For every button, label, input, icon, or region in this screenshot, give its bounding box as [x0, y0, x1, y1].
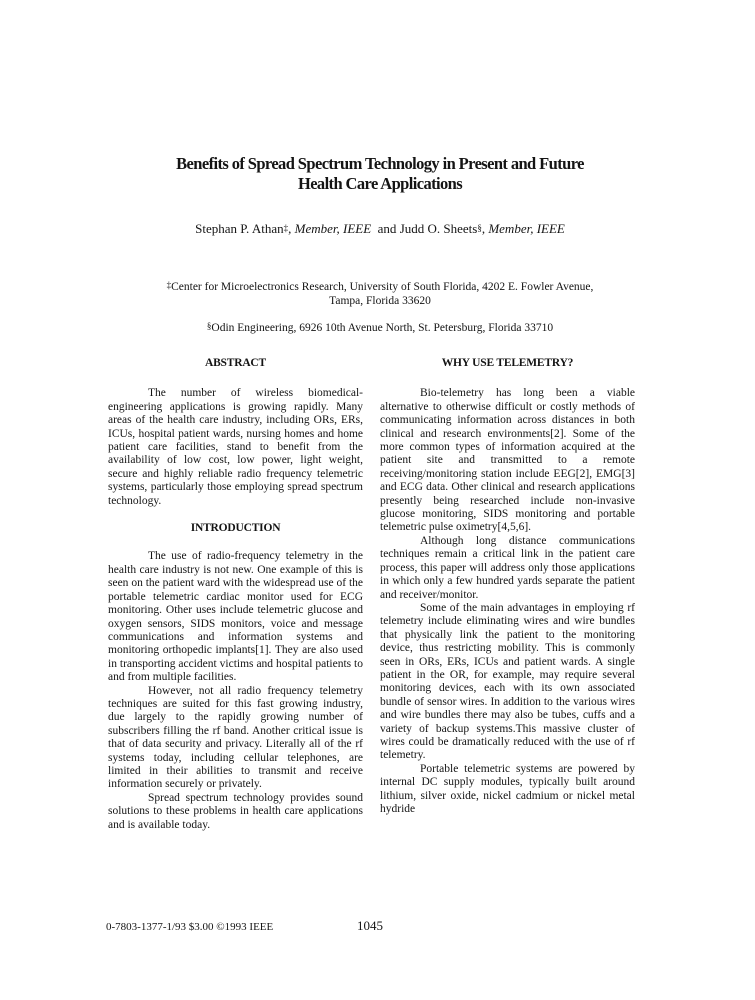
- affiliation-2-line: Odin Engineering, 6926 10th Avenue North, St. Petersburg, Florida 33710: [211, 322, 554, 334]
- author-conjunction: and: [377, 221, 397, 236]
- author-1-membership: Member, IEEE: [294, 221, 372, 236]
- affiliation-1-mark: ‡: [166, 280, 172, 290]
- affiliation-1-line-1: Center for Microelectronics Research, University of South Florida, 4202 E. Fowler Avenue,: [171, 281, 594, 293]
- affiliation-1: [110, 278, 650, 308]
- telemetry-paragraph-1: Bio-telemetry has long been a viable alternative to otherwise difficult or costly methods of communicating information across distances in both clinical and research environments[2]. Some of the more common types of information acquired at the patient site and transmitted to a remote receiving/monitoring station include EEG[2], EMG[3] and ECG data. Other clinical and research applications presently being researched include non-invasive glucose monitoring, SIDS monitoring and portable telemetric pulse oximetry[4,5,6].: [380, 387, 635, 534]
- abstract-heading: ABSTRACT: [204, 357, 267, 369]
- author-1-mark: ‡: [283, 223, 289, 233]
- telemetry-paragraph-4: Portable telemetric systems are powered by internal DC supply modules, typically built around lithium, silver oxide, nickel cadmium or nickel metal hydride: [380, 762, 635, 815]
- affiliation-2: [150, 319, 610, 335]
- author-2-mark: §: [477, 223, 482, 233]
- introduction-paragraph-1: The use of radio-frequency telemetry in the health care industry is not new. One example of this is seen on the patient ward with the widespread use of the portable telemetric cardiac monitor used for ECG monitoring. Other uses include telemetric glucose and oxygen sensors, SIDS monitors, voice and message communications and information systems and monitoring orthopedic implants[1]. They are also used in transporting accident victims and hospital patients to and from multiple facilities.: [108, 550, 363, 684]
- introduction-heading: INTRODUCTION: [190, 522, 281, 535]
- telemetry-paragraph-3: Some of the main advantages in employing rf telemetry include eliminating wires and wire bundles that physically link the patient to the monitoring device, thus restricting mobility. This is commonly seen in ORs, ERs, ICUs and patient wards. A single patient in the OR, for example, may require several monitoring devices, each with its own associated bundle of sensor wires. In addition to the various wires and wire bundles there may also be tubes, cuffs and a variety of backup systems.This massive cluster of wires could be dramatically reduced with the use of rf telemetry.: [380, 601, 635, 762]
- copyright-identifier: 0-7803-1377-1/93 $3.00 ©1993 IEEE: [106, 921, 274, 933]
- left-column: [108, 357, 363, 832]
- page-number: 1045: [357, 918, 383, 933]
- telemetry-paragraph-2: Although long distance communications techniques remain a critical link in the patient care process, this paper will address only those applications in which only a few hundred yards separate the patient and receiver/monitor.: [380, 534, 635, 601]
- author-2-membership: Member, IEEE: [488, 221, 565, 236]
- title-line-2: Health Care Applications: [297, 174, 463, 193]
- affiliation-1-line-2: Tampa, Florida 33620: [329, 295, 431, 307]
- author-1-name: Stephan P. Athan: [195, 221, 284, 236]
- paper-title: [90, 154, 670, 194]
- title-line-1: Benefits of Spread Spectrum Technology in Present and Future: [176, 154, 584, 173]
- why-telemetry-heading: WHY USE TELEMETRY?: [441, 357, 574, 369]
- author-2-name: Judd O. Sheets: [399, 221, 478, 236]
- introduction-paragraph-2: However, not all radio frequency telemetry techniques are suited for this fast growing industry, due largely to the rapidly growing number of subscribers filling the rf band. Another critical issue is that of data security and privacy. Literally all of the rf systems today, including cellular telephones, are limited in their abilities to transmit and receive information securely or privately.: [108, 684, 363, 791]
- author-line: Stephan P. Athan‡, Member, IEEE and Judd O. Sheets§, Member, IEEE: [195, 221, 565, 236]
- affiliation-2-mark: §: [206, 321, 212, 331]
- right-column: [380, 357, 635, 816]
- abstract-text: The number of wireless biomedical-engineering applications is growing rapidly. Many areas of the health care industry, including ORs, ERs, ICUs, hospital patient wards, nursing homes and home patient care facilities, stand to benefit from the availability of low cost, low power, light weight, secure and highly reliable radio frequency telemetric systems, particularly those employing spread spectrum technology.: [108, 387, 363, 507]
- introduction-paragraph-3: Spread spectrum technology provides sound solutions to these problems in health care applications and is available today.: [108, 791, 363, 831]
